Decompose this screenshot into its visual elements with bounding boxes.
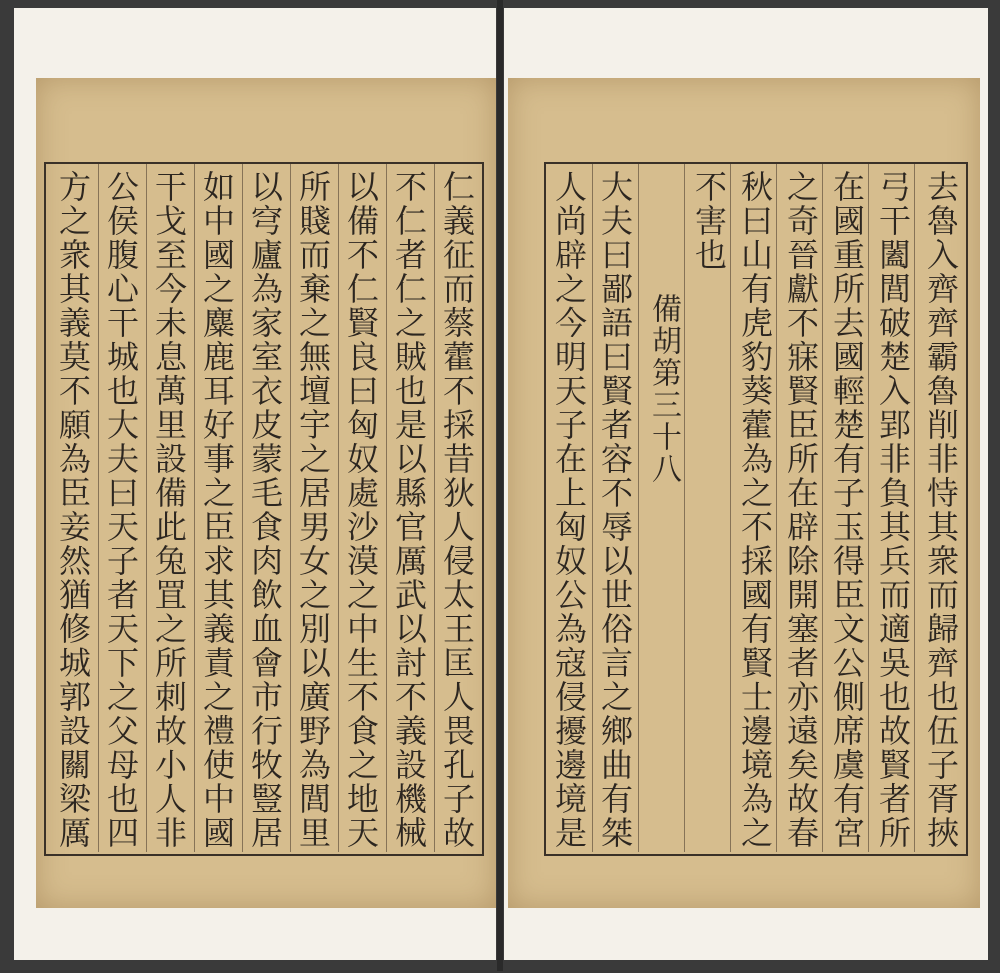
text-column: 不害也: [690, 170, 728, 272]
text-column: 以穹廬為家室衣皮蒙毛食肉飲血會市行牧豎居: [246, 170, 284, 850]
left-leaf: [14, 8, 496, 960]
right-page: [508, 78, 980, 908]
text-column: 不仁者仁之賊也是以縣官厲武以討不義設機械: [390, 170, 428, 850]
column-rule: [434, 164, 435, 852]
text-column: 仁義征而蔡藿不採昔狄人侵太王匡人畏孔子故: [438, 170, 476, 850]
column-rule: [592, 164, 593, 852]
text-column: 方之衆其義莫不願為臣妾然猶修城郭設關梁厲: [54, 170, 92, 850]
text-column: 人尚辟之今明天子在上匈奴公為寇侵擾邊境是: [550, 170, 588, 850]
column-rule: [684, 164, 685, 852]
column-rule: [868, 164, 869, 852]
column-rule: [822, 164, 823, 852]
text-column: 在國重所去國輕楚有子玉得臣文公側席虞有宮: [828, 170, 866, 850]
column-rule: [98, 164, 99, 852]
book-spine: [497, 0, 503, 971]
text-column: 秋曰山有虎豹葵藿為之不採國有賢士邊境為之: [736, 170, 774, 850]
column-rule: [290, 164, 291, 852]
column-rule: [914, 164, 915, 852]
text-column: 去魯入齊齊霸魯削非恃其衆而歸齊也伍子胥挾: [922, 170, 960, 850]
column-rule: [730, 164, 731, 852]
left-page: [36, 78, 496, 908]
column-rule: [194, 164, 195, 852]
column-rule: [338, 164, 339, 852]
chapter-title: 備胡第三十八: [646, 293, 681, 485]
text-column: 之奇晉獻不寐賢臣所在辟除開塞者亦遠矣故春: [782, 170, 820, 850]
text-column: 如中國之麋鹿耳好事之臣求其義責之禮使中國: [198, 170, 236, 850]
text-column: 所賤而棄之無壇宇之居男女之別以廣野為閭里: [294, 170, 332, 850]
text-column: 大夫曰鄙語曰賢者容不辱以世俗言之鄉曲有桀: [596, 170, 634, 850]
column-rule: [146, 164, 147, 852]
text-column: 干戈至今未息萬里設備此兔罝之所刺故小人非: [150, 170, 188, 850]
right-leaf: [504, 8, 988, 960]
text-column: 弓干闔閭破楚入郢非負其兵而適吳也故賢者所: [874, 170, 912, 850]
text-column: 公侯腹心干城也大夫曰天子者天下之父母也四: [102, 170, 140, 850]
margin-guide: [966, 162, 988, 852]
column-rule: [386, 164, 387, 852]
text-column: 以備不仁賢良曰匈奴處沙漠之中生不食之地天: [342, 170, 380, 850]
column-rule: [776, 164, 777, 852]
column-rule: [638, 164, 639, 852]
column-rule: [242, 164, 243, 852]
